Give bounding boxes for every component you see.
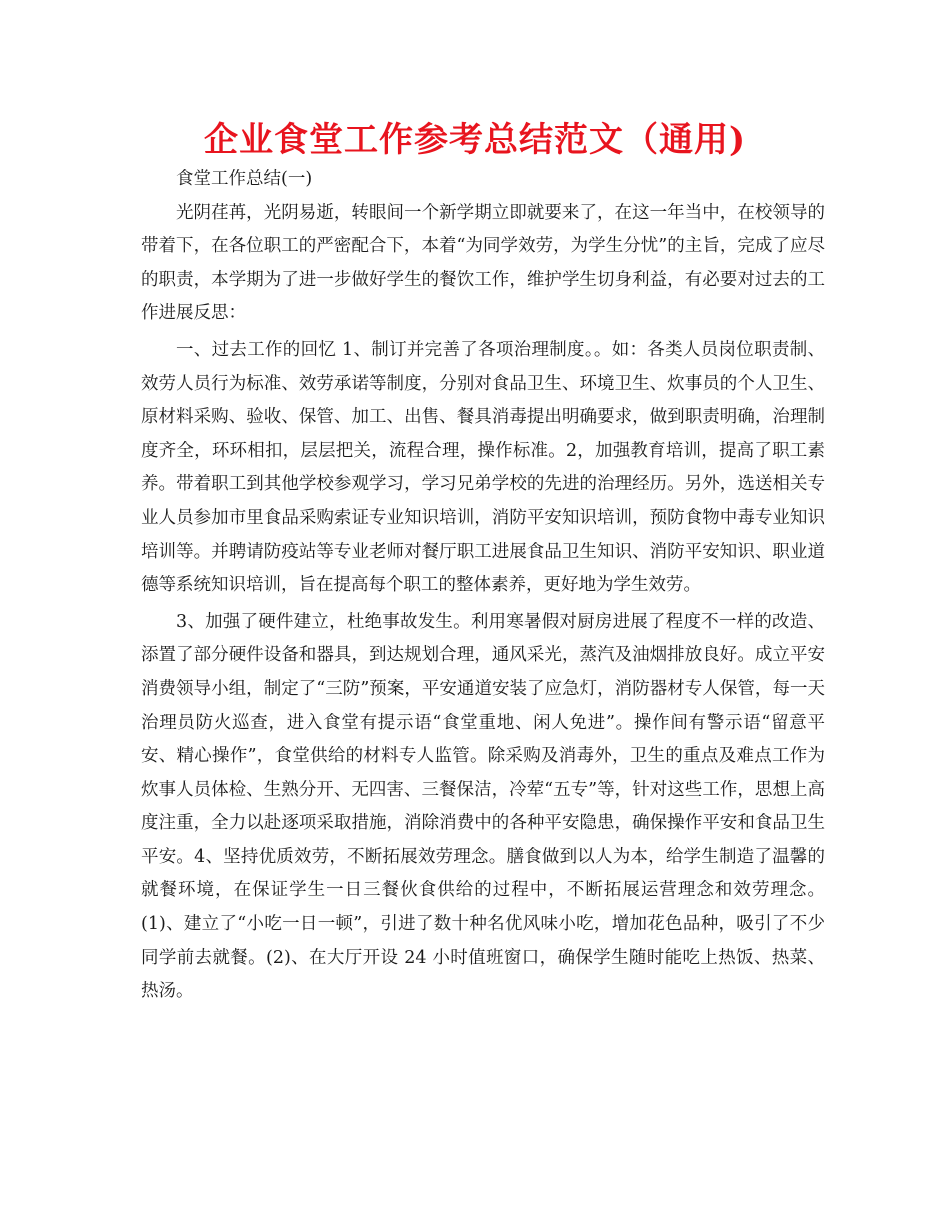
hardware-paragraph: 3、加强了硬件建立，杜绝事故发生。利用寒暑假对厨房进展了程度不一样的改造、添置了部分硬件设备和器具，到达规划合理，通风采光，蒸汽及油烟排放良好。成立平安消费领导小组，制定了“三防”预案，平安通道安装了应急灯，消防器材专人保管，每一天治理员防火巡查，进入食堂有提示语“食堂重地、闲人免进”。操作间有警示语“留意平安、精心操作”，食堂供给的材料专人监管。除采购及消毒外，卫生的重点及难点工作为炊事人员体检、生熟分开、无四害、三餐保洁，冷荤“五专”等，针对这些工作，思想上高度注重，全力以赴逐项采取措施，消除消费中的各种平安隐患，确保操作平安和食品卫生平安。4、坚持优质效劳，不断拓展效劳理念。膳食做到以人为本，给学生制造了温馨的就餐环境，在保证学生一日三餐伙食供给的过程中，不断拓展运营理念和效劳理念。(1)、建立了“小吃一日一顿”，引进了数十种名优风味小吃，增加花色品种，吸引了不少同学前去就餐。(2)、在大厅开设 24 小时值班窗口，确保学生随时能吃上热饭、热菜、热汤。 — [141, 611, 825, 1002]
document-title: 企业食堂工作参考总结范文（通用) — [203, 120, 747, 160]
document-body — [141, 163, 825, 1009]
review-paragraph: 一、过去工作的回忆 1、制订并完善了各项治理制度。。如：各类人员岗位职责制、效劳人员行为标准、效劳承诺等制度，分别对食品卫生、环境卫生、炊事员的个人卫生、原材料采购、验收、保管、加工、出售、餐具消毒提出明确要求，做到职责明确，治理制度齐全，环环相扣，层层把关，流程合理，操作标准。2，加强教育培训，提高了职工素养。带着职工到其他学校参观学习，学习兄弟学校的先进的治理经历。另外，选送相关专业人员参加市里食品采购索证专业知识培训，消防平安知识培训，预防食物中毒专业知识培训等。并聘请防疫站等专业老师对餐厅职工进展食品卫生知识、消防平安知识、职业道德等系统知识培训，旨在提高每个职工的整体素养，更好地为学生效劳。 — [141, 339, 825, 596]
section-heading: 食堂工作总结(一) — [176, 169, 313, 189]
intro-paragraph: 光阴荏苒，光阴易逝，转眼间一个新学期立即就要来了，在这一年当中，在校领导的带着下，在各位职工的严密配合下，本着“为同学效劳，为学生分忧”的主旨，完成了应尽的职责，本学期为了进一步做好学生的餐饮工作，维护学生切身利益，有必要对过去的工作进展反思： — [141, 202, 825, 324]
